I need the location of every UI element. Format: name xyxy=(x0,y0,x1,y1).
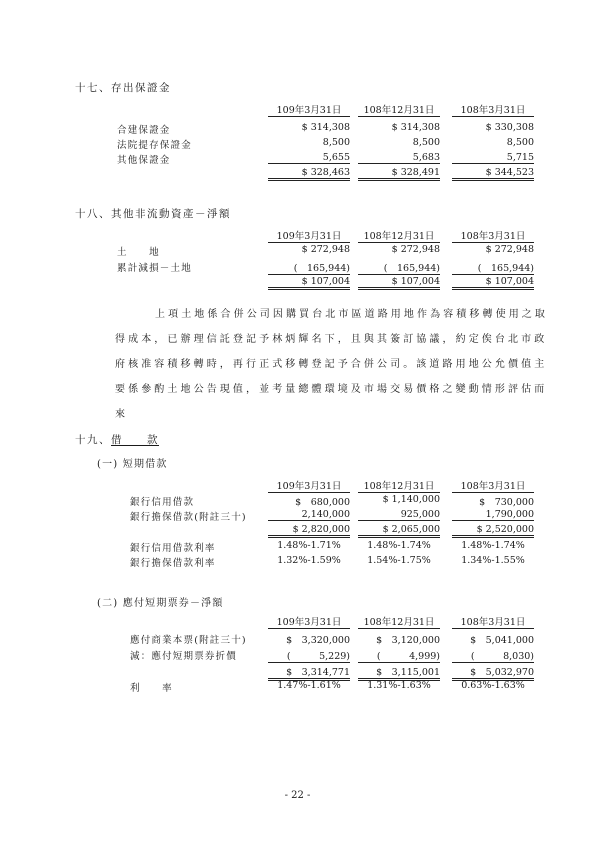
sec19-sub2-title: (二) 應付短期票券－淨額 xyxy=(97,598,224,609)
sec17-cell: $ 330,308 xyxy=(485,122,534,133)
sub1-row-label: 銀行擔保借款(附註三十) xyxy=(130,512,247,523)
sub1-total: $ 2,520,000 xyxy=(452,524,534,538)
sub1-rate-label: 銀行信用借款利率 xyxy=(130,543,216,554)
sub1-cell: $ 680,000 xyxy=(295,497,350,508)
sub2-total: $ 3,115,001 xyxy=(358,664,440,681)
sec17-cell: 5,683 xyxy=(358,152,440,164)
sec18-total: $ 107,004 xyxy=(358,276,440,290)
section-19-heading xyxy=(75,432,159,447)
section-17-title: 十七、存出保證金 xyxy=(75,82,171,94)
sec18-header-col3: 108年3月31日 xyxy=(452,228,534,243)
sub2-row-label: 應付商業本票(附註三十) xyxy=(130,635,247,646)
sub2-rate-cell: 1.31%-1.63% xyxy=(367,680,431,691)
sec18-row-label: 累計減損－土地 xyxy=(117,263,192,274)
sub1-cell: 925,000 xyxy=(358,509,440,521)
sub2-cell: $ 3,320,000 xyxy=(286,635,350,646)
sub1-rate-label: 銀行擔保借款利率 xyxy=(130,558,216,569)
section-17-heading xyxy=(75,80,171,95)
sub2-total: $ 3,314,771 xyxy=(268,664,350,681)
sec18-paragraph: 上項土地係合併公司因購買台北市區道路用地作為容積移轉使用之取得成本，已辦理信託登記予林炳輝名下，且與其簽訂協議，約定俟台北市政府核准容積移轉時，再行正式移轉登記予合併公司。該道路用地公允價值主要係參酌土地公告現值，並考量總體環境及市場交易價格之變動情形評估而來 xyxy=(115,309,548,420)
sec17-row-label: 法院提存保證金 xyxy=(117,140,192,151)
sec17-header-col3: 108年3月31日 xyxy=(452,102,534,117)
sec17-total: $ 328,491 xyxy=(358,167,440,181)
sec18-cell: $ 272,948 xyxy=(391,244,440,255)
sub2-header-col3: 108年3月31日 xyxy=(452,614,534,629)
section-18-heading xyxy=(75,206,231,221)
sec17-row-label: 其他保證金 xyxy=(117,155,171,166)
sub2-total: $ 5,032,970 xyxy=(452,664,534,681)
sub1-rate-cell: 1.34%-1.55% xyxy=(461,555,525,566)
sub2-header-col1: 109年3月31日 xyxy=(268,614,350,629)
sub1-header-col1: 109年3月31日 xyxy=(268,478,350,493)
sec17-row-label: 合建保證金 xyxy=(117,125,171,136)
section-19-number: 十九、 xyxy=(75,434,111,446)
sec17-cell: $ 314,308 xyxy=(301,122,350,133)
sec18-cell: ( 165,944) xyxy=(268,260,350,275)
sub1-rate-cell: 1.54%-1.75% xyxy=(367,555,431,566)
sec17-total: $ 344,523 xyxy=(452,167,534,181)
sec17-header-col2: 108年12月31日 xyxy=(358,102,440,117)
sec18-cell: $ 272,948 xyxy=(301,244,350,255)
sub1-header-col3: 108年3月31日 xyxy=(452,478,534,493)
sec17-cell: $ 314,308 xyxy=(391,122,440,133)
sec17-cell: 8,500 xyxy=(322,137,350,148)
sub2-cell: ( 5,229) xyxy=(268,648,350,663)
sub1-cell: 1,790,000 xyxy=(452,509,534,521)
sub1-rate-cell: 1.48%-1.71% xyxy=(277,540,341,551)
sub1-cell: 2,140,000 xyxy=(268,509,350,521)
sub2-cell: ( 8,030) xyxy=(452,648,534,663)
sec18-row-label: 土 地 xyxy=(117,247,160,258)
section-19-title: 借 款 xyxy=(111,434,159,446)
sec17-cell: 5,715 xyxy=(452,152,534,164)
sub1-rate-cell: 1.32%-1.59% xyxy=(277,555,341,566)
sub2-rate-cell: 0.63%-1.63% xyxy=(461,680,525,691)
sec18-header-col1: 109年3月31日 xyxy=(268,228,350,243)
sub1-total: $ 2,820,000 xyxy=(268,524,350,538)
sub1-cell: $ 1,140,000 xyxy=(382,494,440,505)
sec18-cell: $ 272,948 xyxy=(485,244,534,255)
sec17-total: $ 328,463 xyxy=(268,167,350,181)
sec18-cell: ( 165,944) xyxy=(452,260,534,275)
sub1-row-label: 銀行信用借款 xyxy=(130,497,195,508)
sec19-sub1-title: (一) 短期借款 xyxy=(97,459,168,470)
sec17-header-col1: 109年3月31日 xyxy=(268,102,350,117)
sub2-row-label: 減：應付短期票券折價 xyxy=(130,651,238,662)
sec17-cell: 5,655 xyxy=(268,152,350,164)
sub2-rate-cell: 1.47%-1.61% xyxy=(277,680,341,691)
sub1-header-col2: 108年12月31日 xyxy=(358,478,440,493)
sec17-cell: 8,500 xyxy=(412,137,440,148)
sec18-total: $ 107,004 xyxy=(268,276,350,290)
sec18-cell: ( 165,944) xyxy=(358,260,440,275)
section-18-title: 十八、其他非流動資產－淨額 xyxy=(75,208,231,220)
sub2-rate-label: 利 率 xyxy=(130,683,173,694)
sec17-cell: 8,500 xyxy=(506,137,534,148)
sub2-cell: $ 5,041,000 xyxy=(470,635,534,646)
sub1-rate-cell: 1.48%-1.74% xyxy=(461,540,525,551)
sub2-cell: ( 4,999) xyxy=(358,648,440,663)
sec18-header-col2: 108年12月31日 xyxy=(358,228,440,243)
sec18-total: $ 107,004 xyxy=(452,276,534,290)
sub2-header-col2: 108年12月31日 xyxy=(358,614,440,629)
page-number: - 22 - xyxy=(284,790,311,801)
sub1-total: $ 2,065,000 xyxy=(358,524,440,538)
sub1-rate-cell: 1.48%-1.74% xyxy=(367,540,431,551)
sub1-cell: $ 730,000 xyxy=(479,497,534,508)
sub2-cell: $ 3,120,000 xyxy=(376,635,440,646)
